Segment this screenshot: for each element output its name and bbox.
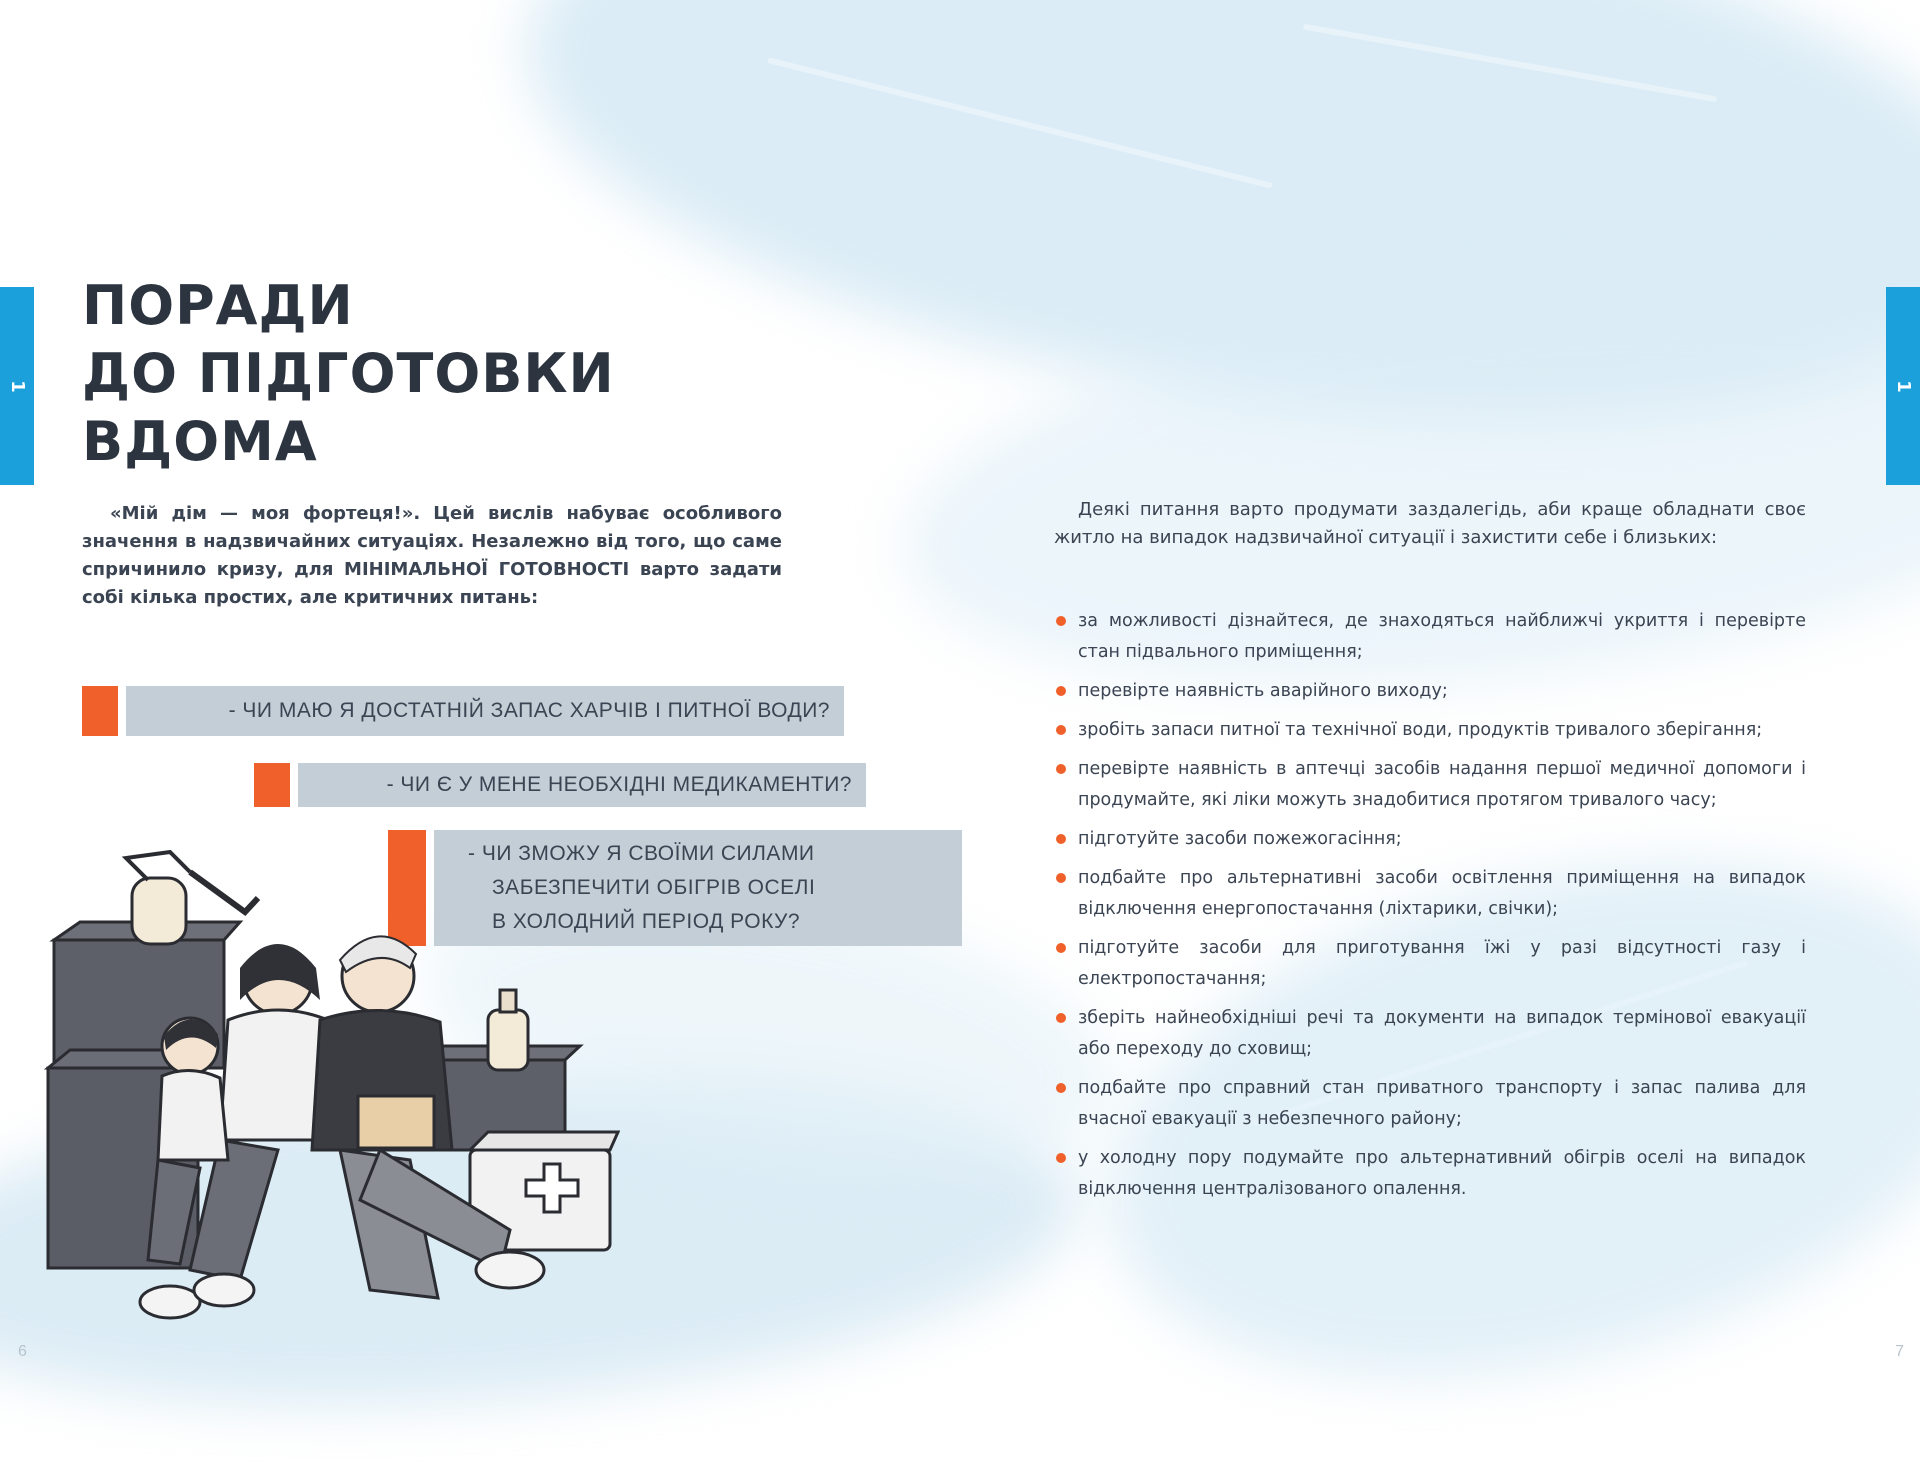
fire-extinguisher-icon [132,878,186,944]
tip-text: за можливості дізнайтеся, де знаходяться найближчі укриття і перевірте стан підвального приміщення; [1078,611,1806,662]
bullet-dot-icon [1056,834,1066,844]
tip-text: підготуйте засоби пожежогасіння; [1078,829,1402,849]
bullet-dot-icon [1056,1013,1066,1023]
chapter-tab-right [1886,287,1920,485]
bullet-dot-icon [1056,1153,1066,1163]
title-line: ВДОМА [82,410,318,473]
tip-text: зробіть запаси питної та технічної води, продуктів тривалого зберігання; [1078,720,1763,740]
chapter-tab-label: 1 [6,379,28,393]
question-box: - ЧИ Є У МЕНЕ НЕОБХІДНІ МЕДИКАМЕНТИ? [298,763,866,807]
tip-text: подбайте про альтернативні засоби освітлення приміщення на випадок відключення енергопостачання (ліхтарики, свічки); [1078,868,1806,919]
list-item [1054,863,1806,925]
list-item [1054,1003,1806,1065]
page-number-right: 7 [1895,1343,1904,1360]
question-box: - ЧИ МАЮ Я ДОСТАТНІЙ ЗАПАС ХАРЧІВ І ПИТНОЇ ВОДИ? [126,686,844,736]
chapter-tab-label: 1 [1892,379,1914,393]
page-title [82,272,615,476]
orange-marker [82,686,118,736]
intro-paragraph [82,500,782,612]
bullet-dot-icon [1056,686,1066,696]
tip-text: у холодну пору подумайте про альтернативний обігрів оселі на випадок відключення централізованого опалення. [1078,1148,1806,1199]
tip-text: підготуйте засоби для приготування їжі у разі відсутності газу і електропостачання; [1078,938,1806,989]
right-intro-text: Деякі питання варто продумати заздалегідь, аби краще обладнати своє житло на випадок надзвичайної ситуації і захистити себе і близьких: [1054,499,1806,548]
preparation-tips-list [1054,606,1806,1213]
bullet-dot-icon [1056,873,1066,883]
list-item [1054,754,1806,816]
question-line: ЗАБЕЗПЕЧИТИ ОБІГРІВ ОСЕЛІ [492,876,816,899]
tip-text: зберіть найнеобхідніші речі та документи на випадок термінової евакуації або переходу до сховищ; [1078,1008,1806,1059]
bullet-dot-icon [1056,943,1066,953]
list-item [1054,1073,1806,1135]
bullet-dot-icon [1056,616,1066,626]
bullet-dot-icon [1056,725,1066,735]
bullet-dot-icon [1056,1083,1066,1093]
intro-text: «Мій дім — моя фортеця!». Цей вислів набуває особливого значення в надзвичайних ситуаціях. Незалежно від того, що саме спричинило кризу, для МІНІМАЛЬНОЇ ГОТОВНОСТІ варто задати собі кілька простих, але критичних питань: [82,503,782,608]
right-intro-paragraph [1054,496,1806,552]
family-supplies-illustration [40,850,620,1330]
title-line: ПОРАДИ [82,274,354,337]
page-number-left: 6 [18,1343,27,1360]
list-item [1054,676,1806,707]
list-item [1054,1143,1806,1205]
bullet-dot-icon [1056,764,1066,774]
tip-text: перевірте наявність в аптечці засобів надання першої медичної допомоги і продумайте, які ліки можуть знадобитися протягом тривалого часу; [1078,759,1806,810]
list-item [1054,715,1806,746]
chapter-tab-left [0,287,34,485]
list-item [1054,933,1806,995]
cardboard-box [358,1096,434,1148]
question-food-water [82,686,844,736]
question-line: - ЧИ ЗМОЖУ Я СВОЇМИ СИЛАМИ [468,842,815,865]
question-line: В ХОЛОДНИЙ ПЕРІОД РОКУ? [492,910,801,933]
question-medicine [254,763,866,807]
list-item [1054,824,1806,855]
orange-marker [254,763,290,807]
tip-text: перевірте наявність аварійного виходу; [1078,681,1448,701]
title-line: ДО ПІДГОТОВКИ [82,342,615,405]
list-item [1054,606,1806,668]
bottle-icon [488,1010,528,1070]
tip-text: подбайте про справний стан приватного транспорту і запас палива для вчасної евакуації з небезпечного району; [1078,1078,1806,1129]
